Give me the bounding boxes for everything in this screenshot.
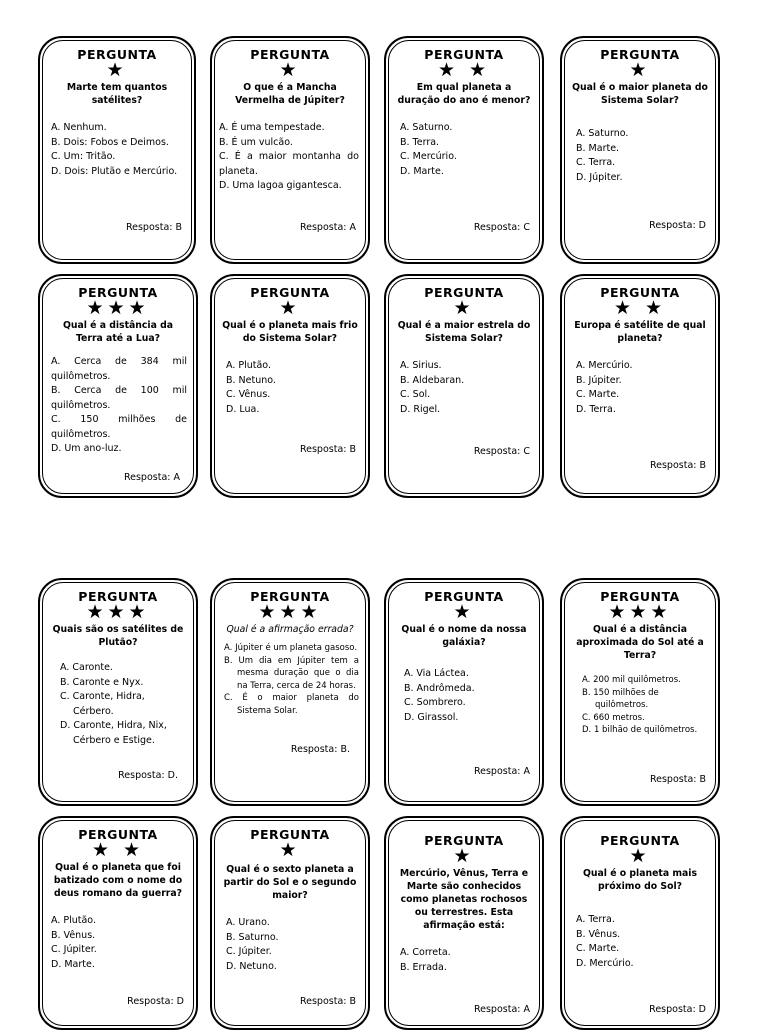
option-a: A. Mercúrio. — [576, 360, 633, 371]
option-c: C. Sombrero. — [404, 697, 466, 708]
card-header: PERGUNTA — [77, 47, 157, 62]
option-b: B. Um dia em Júpiter tem a mesma duração que o dia na Terra, cerca de 24 horas. — [224, 655, 359, 691]
card-header: PERGUNTA — [600, 47, 680, 62]
card-header: PERGUNTA — [424, 47, 504, 62]
difficulty-stars: ★ — [629, 59, 651, 81]
options-list — [562, 127, 718, 185]
options-list — [212, 642, 368, 717]
option-c: C. É o maior planeta do Sistema Solar. — [224, 693, 359, 716]
question-card — [210, 36, 370, 264]
difficulty-stars: ★★★ — [608, 601, 672, 623]
option-d: D. Netuno. — [226, 960, 277, 972]
answer-text: Resposta: B — [649, 460, 706, 471]
option-b: B. Netuno. — [226, 374, 276, 386]
option-d: D. 1 bilhão de quilômetros. — [582, 725, 698, 735]
question-card — [560, 274, 720, 498]
difficulty-stars: ★★★ — [258, 601, 322, 623]
options-list — [562, 359, 718, 417]
option-d: D. Uma lagoa gigantesca. — [219, 180, 342, 191]
options-list — [562, 674, 718, 737]
option-b: B. Errada. — [400, 961, 447, 973]
options-list — [386, 121, 542, 179]
question-card — [210, 816, 370, 1030]
difficulty-stars: ★ ★ — [437, 59, 491, 81]
question-card — [210, 274, 370, 498]
option-d: D. Mercúrio. — [576, 957, 634, 969]
option-c: C. Terra. — [576, 157, 616, 168]
option-a: A. É uma tempestade. — [219, 122, 325, 133]
difficulty-stars: ★★★ — [86, 297, 150, 319]
option-c: C. Mercúrio. — [400, 151, 457, 162]
option-c: C. 660 metros. — [582, 712, 645, 723]
question-text: Quais são os satélites de Plutão? — [52, 624, 184, 648]
option-c: C. Júpiter. — [226, 946, 272, 957]
option-c: C. Júpiter. — [51, 944, 97, 955]
question-card — [38, 274, 198, 498]
option-a: A. Saturno. — [576, 128, 629, 139]
card-header: PERGUNTA — [78, 827, 158, 842]
options-list — [386, 946, 542, 975]
options-list — [40, 914, 196, 972]
option-c: C. Caronte, Hidra, Cérbero. — [60, 691, 145, 717]
question-card — [384, 816, 544, 1030]
card-header: PERGUNTA — [78, 285, 158, 300]
answer-text: Resposta: D — [649, 1004, 706, 1015]
option-b: B. Cerca de 100 mil quilômetros. — [51, 385, 187, 411]
option-a: A. 200 mil quilômetros. — [582, 675, 681, 685]
question-card — [560, 816, 720, 1030]
question-text: Em qual planeta a duração do ano é menor? — [397, 82, 531, 106]
question-text: Qual é a maior estrela do Sistema Solar? — [397, 320, 531, 344]
difficulty-stars: ★ — [279, 297, 301, 319]
question-text: Qual é o nome da nossa galáxia? — [401, 624, 527, 648]
answer-text: Resposta: B — [125, 222, 182, 233]
option-b: B. Saturno. — [226, 931, 279, 943]
option-d: D. Um ano-luz. — [51, 443, 122, 454]
option-d: D. Rigel. — [400, 403, 441, 415]
card-header: PERGUNTA — [600, 285, 680, 300]
question-text: O que é a Mancha Vermelha de Júpiter? — [235, 82, 345, 106]
answer-text: Resposta: B. — [290, 744, 350, 755]
difficulty-stars: ★ — [279, 839, 301, 861]
question-text: Qual é o planeta mais frio do Sistema Solar? — [222, 320, 358, 344]
difficulty-stars: ★ — [629, 845, 651, 867]
question-text: Europa é satélite de qual planeta? — [574, 320, 706, 344]
question-card — [384, 578, 544, 806]
card-header: PERGUNTA — [250, 47, 330, 62]
card-header: PERGUNTA — [600, 589, 680, 604]
card-header: PERGUNTA — [424, 285, 504, 300]
option-a: A. Plutão. — [226, 360, 271, 371]
option-b: B. É um vulcão. — [219, 136, 293, 148]
option-a: A. Cerca de 384 mil quilômetros. — [51, 356, 187, 382]
option-a: A. Júpiter é um planeta gasoso. — [224, 643, 358, 653]
option-a: A. Sirius. — [400, 360, 442, 371]
difficulty-stars: ★ ★ — [613, 297, 667, 319]
option-c: C. Um: Tritão. — [51, 151, 116, 162]
card-header: PERGUNTA — [424, 833, 504, 848]
option-c: C. 150 milhões de quilômetros. — [51, 414, 187, 440]
question-card — [38, 36, 196, 264]
answer-text: Resposta: A — [473, 766, 530, 777]
answer-text: Resposta: B — [299, 996, 356, 1007]
question-text: Marte tem quantos satélites? — [66, 82, 168, 106]
options-list — [386, 667, 542, 725]
question-card — [560, 578, 720, 806]
difficulty-stars: ★ — [106, 59, 128, 81]
option-c: C. Vênus. — [226, 389, 271, 400]
option-b: B. Vênus. — [576, 928, 621, 940]
option-c: C. Marte. — [576, 943, 620, 954]
option-d: D. Lua. — [226, 403, 260, 415]
option-d: D. Terra. — [576, 403, 616, 415]
card-header: PERGUNTA — [78, 589, 158, 604]
option-d: D. Caronte, Hidra, Nix, Cérbero e Estige. — [60, 720, 167, 746]
option-b: B. Júpiter. — [576, 374, 622, 386]
option-b: B. Marte. — [576, 142, 620, 154]
options-list — [212, 121, 368, 194]
answer-text: Resposta: D — [127, 996, 184, 1007]
card-header: PERGUNTA — [600, 833, 680, 848]
question-card — [560, 36, 720, 264]
card-header: PERGUNTA — [424, 589, 504, 604]
option-a: A. Caronte. — [60, 662, 113, 673]
options-list — [212, 916, 368, 974]
answer-text: Resposta: D. — [118, 770, 178, 781]
option-d: D. Júpiter. — [576, 171, 623, 183]
question-card — [38, 578, 198, 806]
question-text: Qual é a distância aproximada do Sol até a Terra? — [576, 624, 704, 661]
answer-text: Resposta: C — [473, 446, 530, 457]
option-a: A. Urano. — [226, 917, 270, 928]
question-card — [384, 36, 544, 264]
option-a: A. Saturno. — [400, 122, 453, 133]
options-list — [40, 355, 196, 457]
option-b: B. 150 milhões de quilômetros. — [582, 687, 659, 710]
card-header: PERGUNTA — [250, 589, 330, 604]
option-d: D. Dois: Plutão e Mercúrio. — [51, 165, 178, 177]
option-b: B. Andrômeda. — [404, 682, 475, 694]
option-a: A. Correta. — [400, 947, 451, 958]
option-c: C. Marte. — [576, 389, 620, 400]
question-text: Qual é o maior planeta do Sistema Solar? — [572, 82, 708, 106]
option-c: C. É a maior montanha do planeta. — [219, 151, 359, 177]
card-header: PERGUNTA — [250, 285, 330, 300]
option-b: B. Aldebaran. — [400, 374, 465, 386]
option-b: B. Caronte e Nyx. — [60, 676, 144, 688]
difficulty-stars: ★ — [453, 297, 475, 319]
question-card — [38, 816, 198, 1030]
options-list — [386, 359, 542, 417]
question-text: Qual é a distância da Terra até a Lua? — [62, 320, 174, 344]
answer-text: Resposta: D — [649, 220, 706, 231]
answer-text: Resposta: B — [299, 444, 356, 455]
question-text: Mercúrio, Vênus, Terra e Marte são conhecidos como planetas rochosos ou terrestres. Esta afirmação está: — [399, 868, 529, 931]
question-text: Qual é a afirmação errada? — [226, 624, 354, 635]
options-list — [562, 913, 718, 971]
question-text: Qual é o planeta mais próximo do Sol? — [582, 868, 698, 892]
answer-text: Resposta: A — [299, 222, 356, 233]
option-d: D. Girassol. — [404, 711, 459, 723]
option-d: D. Marte. — [400, 165, 444, 177]
difficulty-stars: ★ — [279, 59, 301, 81]
answer-text: Resposta: B — [649, 774, 706, 785]
option-b: B. Terra. — [400, 136, 440, 148]
difficulty-stars: ★ — [453, 845, 475, 867]
answer-text: Resposta: C — [473, 222, 530, 233]
question-card — [210, 578, 370, 806]
option-a: A. Terra. — [576, 914, 615, 925]
options-list — [40, 661, 196, 748]
question-card — [384, 274, 544, 498]
answer-text: Resposta: A — [123, 472, 180, 483]
card-header: PERGUNTA — [250, 827, 330, 842]
difficulty-stars: ★ ★ — [91, 839, 145, 861]
difficulty-stars: ★ — [453, 601, 475, 623]
option-b: B. Vênus. — [51, 929, 96, 941]
option-a: A. Via Láctea. — [404, 668, 469, 679]
difficulty-stars: ★★★ — [86, 601, 150, 623]
answer-text: Resposta: A — [473, 1004, 530, 1015]
question-text: Qual é o sexto planeta a partir do Sol e o segundo maior? — [223, 864, 357, 901]
option-a: A. Plutão. — [51, 915, 96, 926]
options-list — [40, 121, 194, 179]
question-text: Qual é o planeta que foi batizado com o nome do deus romano da guerra? — [53, 862, 183, 899]
option-b: B. Dois: Fobos e Deimos. — [51, 136, 169, 148]
option-c: C. Sol. — [400, 389, 431, 400]
option-a: A. Nenhum. — [51, 122, 107, 133]
options-list — [212, 359, 368, 417]
option-d: D. Marte. — [51, 958, 95, 970]
